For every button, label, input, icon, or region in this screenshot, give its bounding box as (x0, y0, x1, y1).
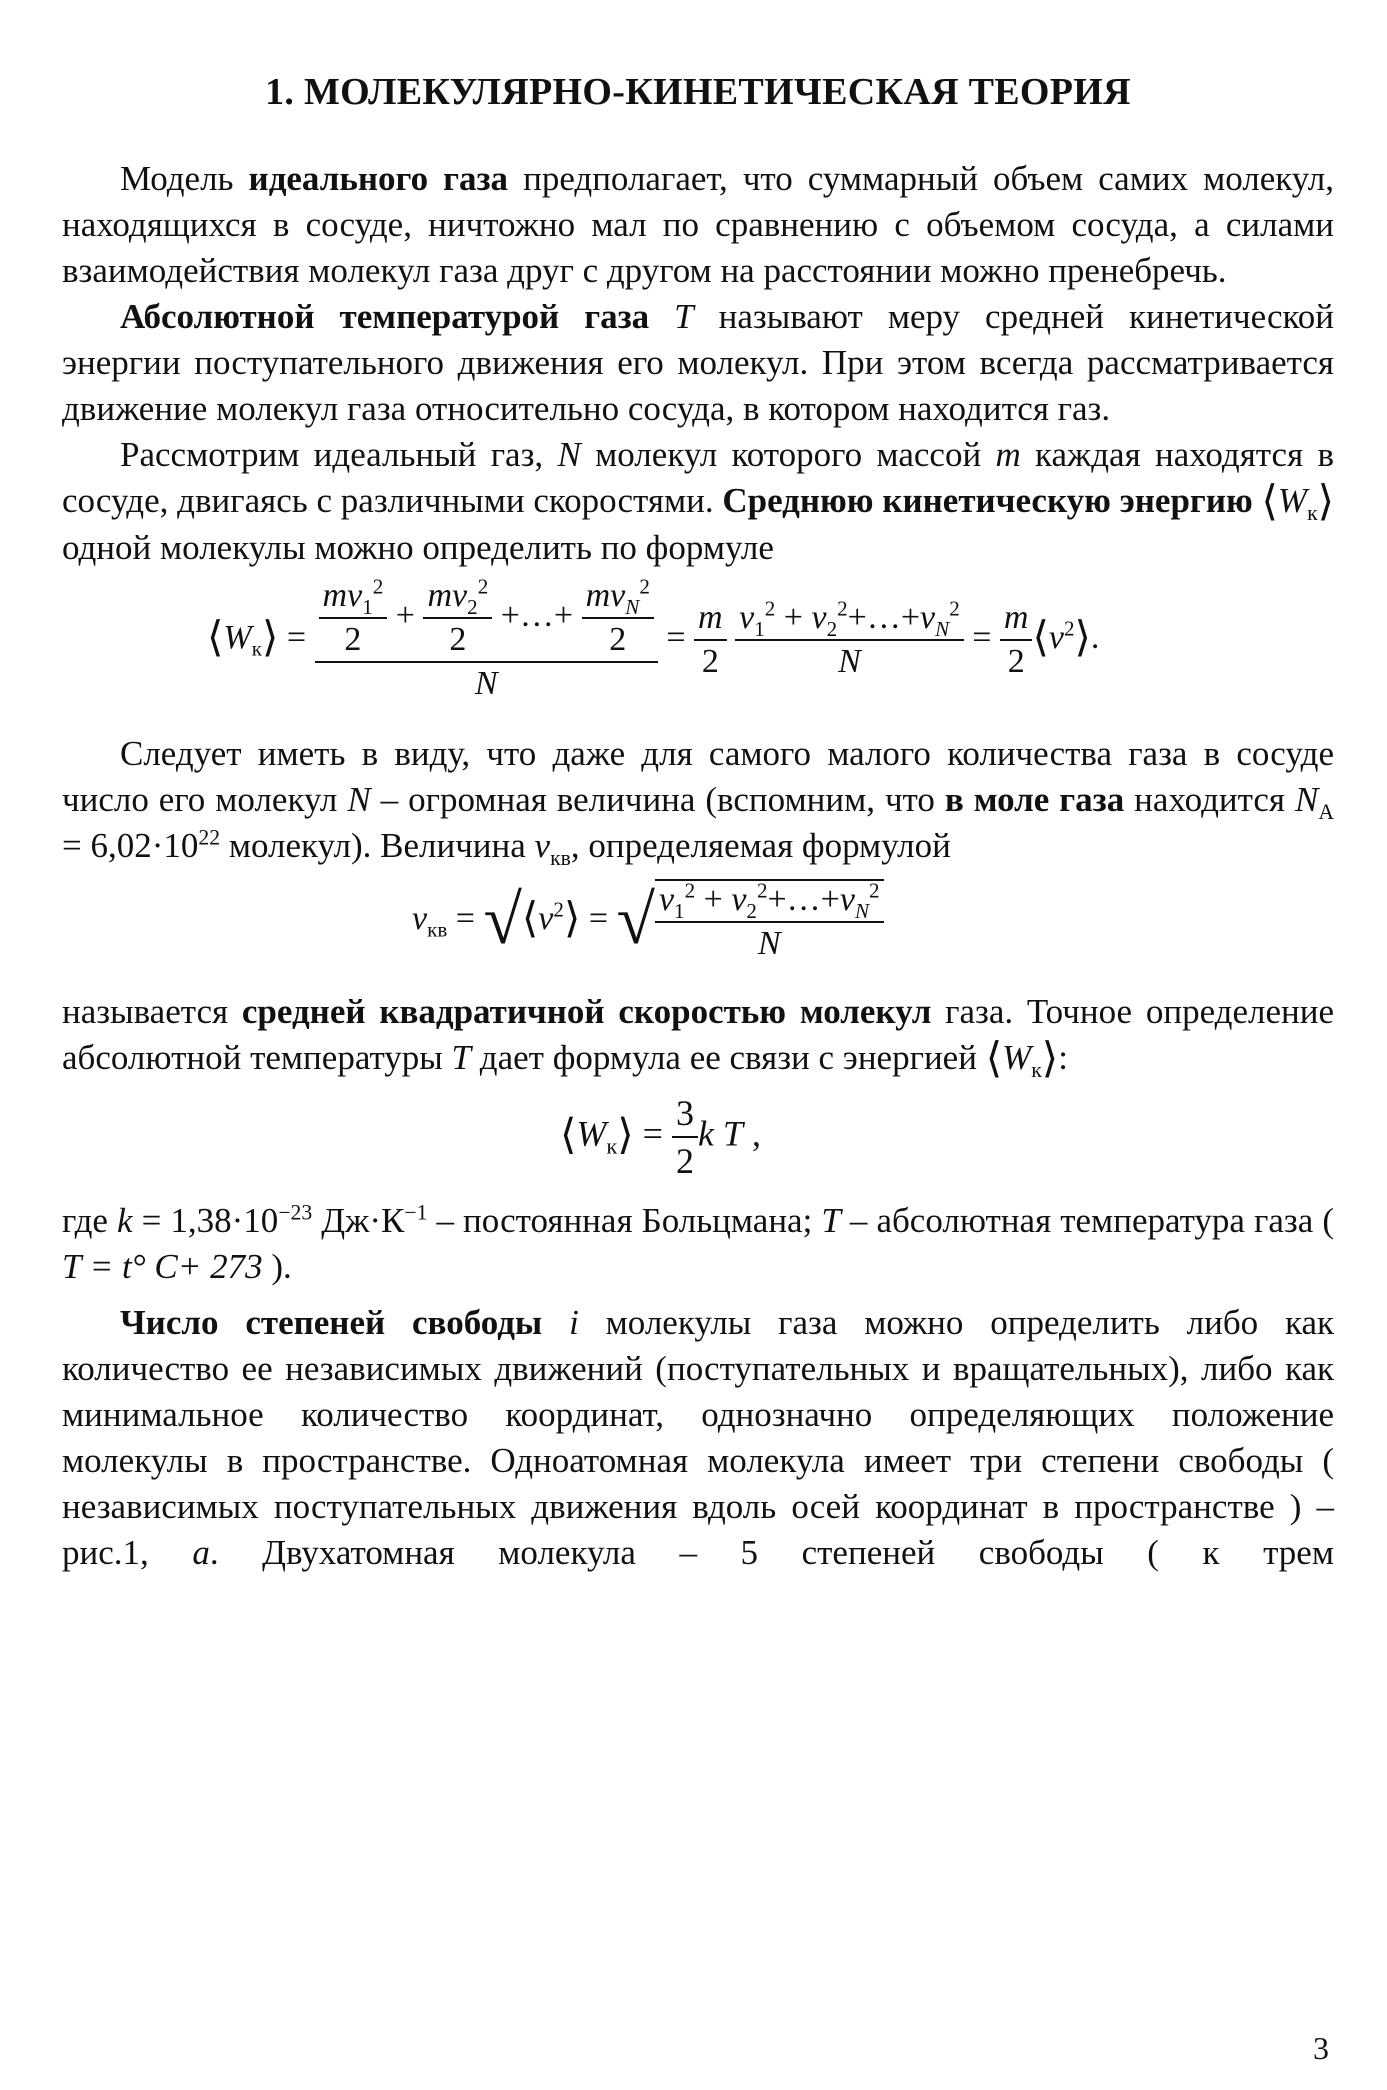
formula-rms-speed: $v_{кв}$ = $√⟨v^2⟩$ = √ $\frac{v_1^2 + v_2^2+\dots+v_N^2}{N}$ (62, 879, 1334, 979)
term-absolute-temperature: Абсолютной температурой газа (120, 297, 650, 336)
term-mole-of-gas: в моле газа (944, 780, 1125, 819)
term-mean-kinetic-energy: Среднюю кинетическую энергию (722, 481, 1253, 520)
term-rms-speed: средней квадратичной скоростью молекул (241, 992, 932, 1031)
paragraph-ideal-gas: Модель идеального газа предполагает, что суммарный объем самих молекул, находящихся в сосуде, ничтожно мал по сравнению с объемом сосуда, а силами взаимодействия молекул газа друг с другом на расстоянии можно пренебречь. (62, 159, 1334, 290)
term-degrees-of-freedom: Число степеней свободы (120, 1303, 543, 1342)
term-ideal-gas: идеального газа (248, 159, 509, 198)
paragraph-mean-kinetic-energy: Рассмотрим идеальный газ, N молекул которого массой m каждая находятся в сосуде, двигаясь с различными скоростями. Среднюю кинетическую энергию $⟨W_к⟩$ одной молекулы можно определить по формуле (62, 435, 1334, 567)
page-number: 3 (1313, 2030, 1329, 2066)
paragraph-boltzmann: где $k = 1,38\cdot 10^{-23}$ $Дж\cdot К^{-1}$ – постоянная Больцмана; T – абсолютная температура газа ( T = t° C+ 273 ). (62, 1200, 1334, 1286)
paragraph-molecule-count: Следует иметь в виду, что даже для самого малого количества газа в сосуде число его молекул N – огромная величина (вспомним, что в моле газа находится $N_A = 6,02\cdot 10^{22}$ молекул). Величина $v_{кв}$, определяемая формулой (62, 734, 1334, 870)
paragraph-absolute-temperature: Абсолютной температурой газа T называют меру средней кинетической энергии поступательного движения его молекул. При этом всегда рассматривается движение молекул газа относительно сосуда, в котором находится газ. (62, 297, 1334, 428)
page (62, 70, 1334, 1576)
paragraph-degrees-of-freedom: Число степеней свободы i молекулы газа можно определить либо как количество ее независимых движений (поступательных и вращательных), либо как минимальное количество координат, однозначно определяющих положение молекулы в пространстве. Одноатомная молекула имеет три степени свободы ( независимых поступательных движения вдоль осей координат в пространстве ) – рис.1, а. Двухатомная молекула – 5 степеней свободы ( к трем (62, 1303, 1334, 1572)
paragraph-rms-speed: называется средней квадратичной скоростью молекул газа. Точное определение абсолютной температуры T дает формула ее связи с энергией $⟨W_к⟩$: (62, 992, 1334, 1082)
formula-mean-energy: $⟨W_к⟩$ = $\frac{mv_1^2}{2}$ + $\frac{mv_2^2}{2}$ +…+ $\frac{mv_N^2}{2}$ N = $\frac{m}{2}$ $\frac{v_1^2 + v_2^2+\dots+v_N^2}{N}$ = $\frac{m}{2}$ $⟨v^2⟩$. (207, 574, 1100, 702)
formula-temperature-energy: $⟨W_к⟩$ = $\frac{3}{2}$ k T , (560, 1093, 761, 1181)
section-title: 1. МОЛЕКУЛЯРНО-КИНЕТИЧЕСКАЯ ТЕОРИЯ (265, 71, 1131, 113)
